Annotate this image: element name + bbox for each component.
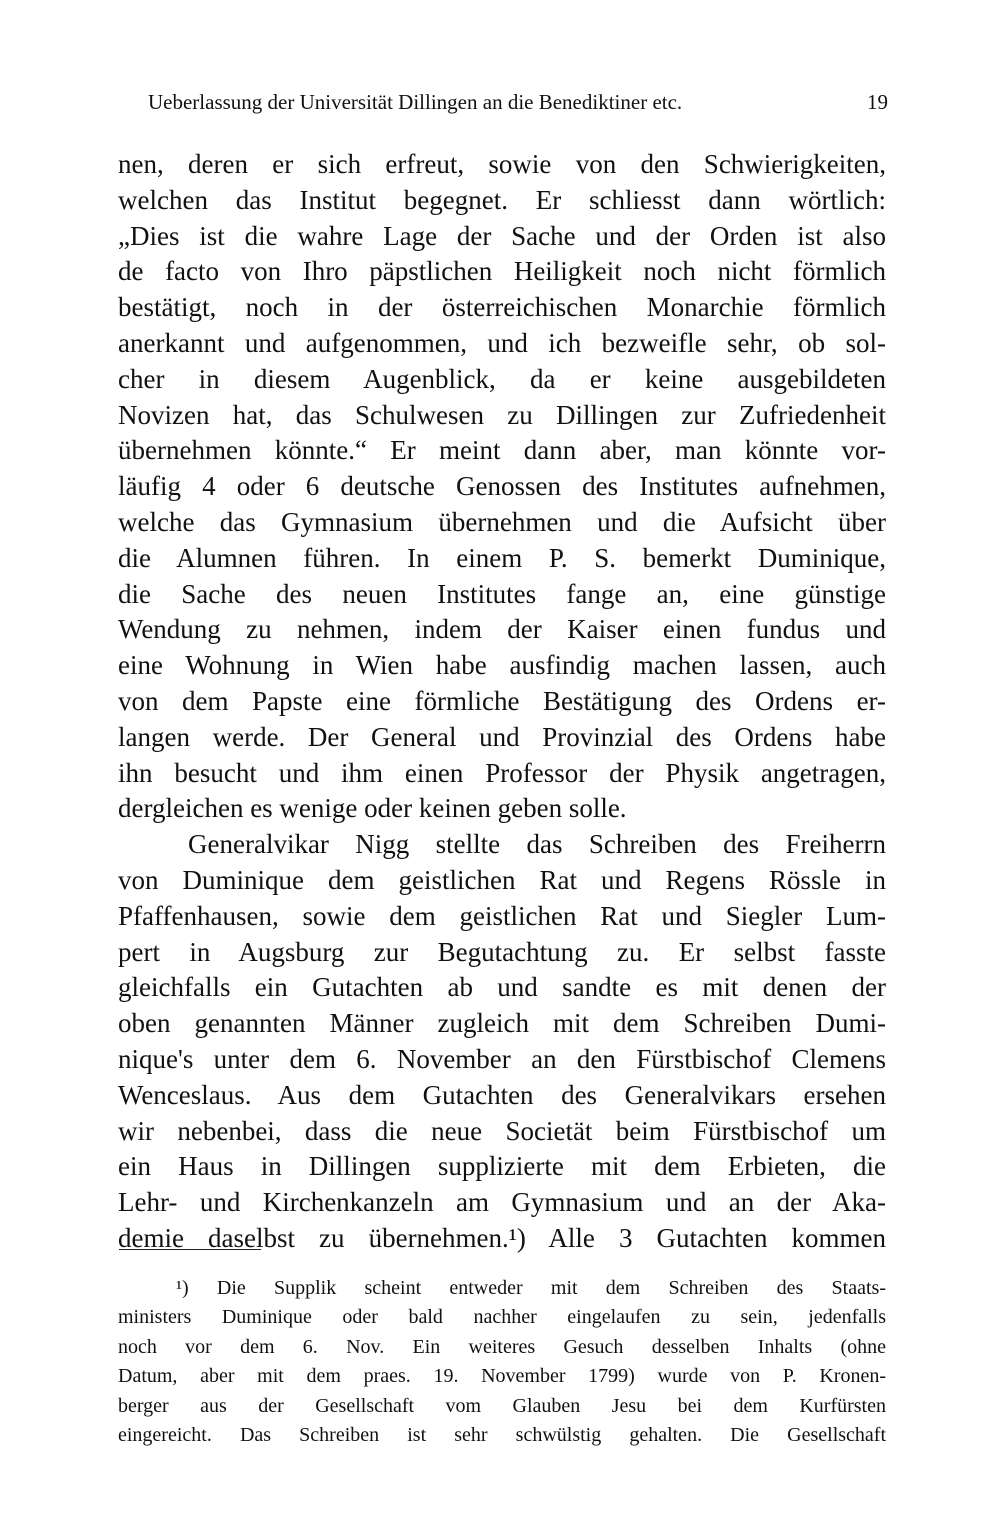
footnote-line: Datum, aber mit dem praes. 19. November 1799) wurde von P. Kronen-: [118, 1365, 886, 1388]
body-line: läufig 4 oder 6 deutsche Genossen des Institutes aufnehmen,: [118, 471, 886, 502]
body-text: [118, 147, 886, 1257]
body-line: dergleichen es wenige oder keinen geben solle.: [118, 793, 627, 824]
body-line: Pfaffenhausen, sowie dem geistlichen Rat und Siegler Lum-: [118, 900, 886, 931]
body-line: von dem Papste eine förmliche Bestätigung des Ordens er-: [118, 685, 886, 716]
body-line: ihn besucht und ihm einen Professor der Physik angetragen,: [118, 757, 886, 788]
page-header: [148, 88, 888, 116]
footnote-line: ministers Duminique oder bald nachher eingelaufen zu sein, jedenfalls: [118, 1306, 886, 1329]
body-line: Wendung zu nehmen, indem der Kaiser einen fundus und: [118, 614, 886, 645]
footnote-line: berger aus der Gesellschaft vom Glauben Jesu bei dem Kurfürsten: [118, 1394, 886, 1417]
body-line: anerkannt und aufgenommen, und ich bezweifle sehr, ob sol-: [118, 327, 886, 358]
body-line: „Dies ist die wahre Lage der Sache und der Orden ist also: [118, 220, 886, 251]
footnote-line: eingereicht. Das Schreiben ist sehr schwülstig gehalten. Die Gesellschaft: [118, 1424, 886, 1447]
body-line: bestätigt, noch in der österreichischen Monarchie förmlich: [118, 292, 886, 323]
body-line: gleichfalls ein Gutachten ab und sandte es mit denen der: [118, 972, 886, 1003]
body-line: pert in Augsburg zur Begutachtung zu. Er selbst fasste: [118, 936, 886, 967]
footnote-line: ¹) Die Supplik scheint entweder mit dem Schreiben des Staats-: [176, 1277, 886, 1299]
body-line: welchen das Institut begegnet. Er schliesst dann wörtlich:: [118, 184, 886, 215]
body-line: nique's unter dem 6. November an den Fürstbischof Clemens: [118, 1043, 886, 1074]
body-line: Novizen hat, das Schulwesen zu Dillingen zur Zufriedenheit: [118, 399, 886, 430]
body-line: wir nebenbei, dass die neue Societät beim Fürstbischof um: [118, 1115, 886, 1146]
body-line: Generalvikar Nigg stellte das Schreiben des Freiherrn: [188, 829, 886, 860]
body-line: demie daselbst zu übernehmen.¹) Alle 3 Gutachten kommen: [118, 1222, 886, 1253]
body-line: Wenceslaus. Aus dem Gutachten des Generalvikars ersehen: [118, 1079, 886, 1110]
body-line: von Duminique dem geistlichen Rat und Regens Rössle in: [118, 864, 886, 895]
body-line: nen, deren er sich erfreut, sowie von den Schwierigkeiten,: [118, 149, 886, 179]
body-line: Lehr- und Kirchenkanzeln am Gymnasium und an der Aka-: [118, 1187, 886, 1218]
body-line: welche das Gymnasium übernehmen und die Aufsicht über: [118, 506, 886, 537]
footnotes: [118, 1274, 886, 1450]
running-title: Ueberlassung der Universität Dillingen an die Benediktiner etc.: [148, 90, 683, 114]
body-line: langen werde. Der General und Provinzial des Ordens habe: [118, 721, 886, 752]
body-line: die Sache des neuen Institutes fange an, eine günstige: [118, 578, 886, 609]
body-line: die Alumnen führen. In einem P. S. bemerkt Duminique,: [118, 542, 886, 573]
body-line: ein Haus in Dillingen supplizierte mit dem Erbieten, die: [118, 1151, 886, 1182]
footnote-line: noch vor dem 6. Nov. Ein weiteres Gesuch desselben Inhalts (ohne: [118, 1335, 886, 1358]
body-line: de facto von Ihro päpstlichen Heiligkeit noch nicht förmlich: [118, 256, 886, 287]
body-line: cher in diesem Augenblick, da er keine ausgebildeten: [118, 363, 886, 394]
body-line: oben genannten Männer zugleich mit dem Schreiben Dumi-: [118, 1008, 886, 1039]
body-line: eine Wohnung in Wien habe ausfindig machen lassen, auch: [118, 650, 886, 681]
page-number: 19: [867, 90, 888, 114]
footnote-divider: [119, 1249, 261, 1250]
body-line: übernehmen könnte.“ Er meint dann aber, man könnte vor-: [118, 435, 886, 466]
